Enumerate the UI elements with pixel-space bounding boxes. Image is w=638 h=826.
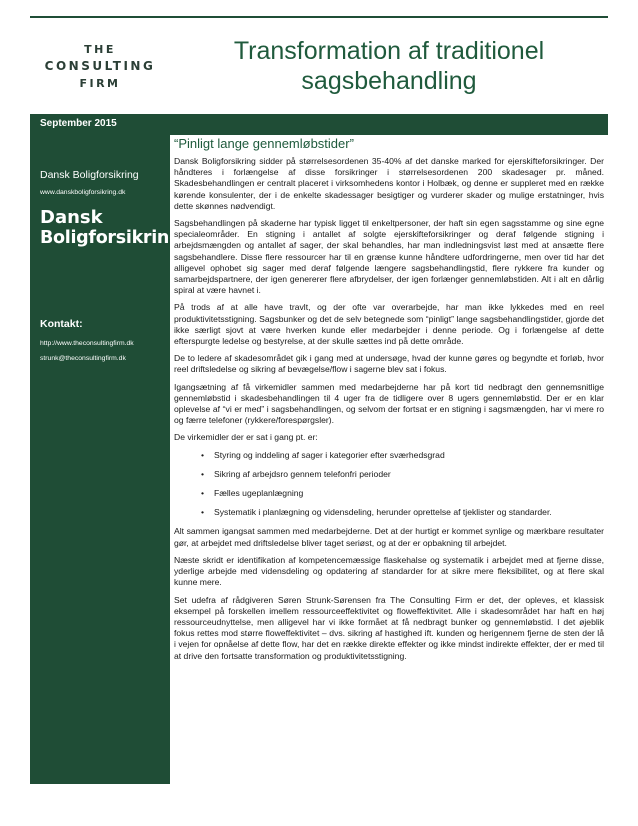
measures-list [174,450,604,519]
page-title [170,18,608,114]
list-item-text: Systematik i planlægning og vidensdeling, herunder oprettelse af tjeklister og standarder. [214,507,552,518]
article-headline: “Pinligt lange gennemløbstider” [174,136,354,151]
title-line-1: Transformation af traditionel [233,37,545,65]
date-bar [30,114,608,135]
client-company-logo [40,207,181,249]
list-item [174,469,604,480]
logo-line-1: THE [84,42,116,56]
client-logo-line-2: Boligforsikring [40,228,182,248]
list-item [174,450,604,461]
article-body [174,156,604,668]
consulting-firm-logo [30,18,170,114]
contact-email[interactable]: strunk@theconsultingfirm.dk [40,355,126,362]
paragraph: De to ledere af skadesområdet gik i gang med at undersøge, hvad der kunne gøres og begyndte et forløb, hvor reel driftsledelse og sikring af bevægelse/flow i sagerne blev sat i fokus. [174,353,604,375]
list-item-text: Fælles ugeplanlægning [214,488,304,499]
paragraph: De virkemidler der er sat i gang pt. er: [174,432,318,443]
logo-line-3: FIRM [79,76,121,90]
client-logo-line-1: Dansk [40,207,103,228]
paragraph: Set udefra af rådgiveren Søren Strunk-Sørensen fra The Consulting Firm er det, der opleves, et klassisk eksempel på forskellen imellem ressourceeffektivitet og floweffektivitet. Alle i skadesområdet har haft en høj ressourceudnyttelse, men alligevel har vi ikke formået at få nedbragt bunker og gennemløbstid. I det øjeblik fokus rettes mod større floweffektivitet – dvs. sikring af hastighed ift. kunden og herigennem fjerne de sten der lå i vejen for opnåelse af dette flow, har det en række direkte effekter og ikke mindst indirekte effekter, der er med til at drive den fortsatte transformation og produktivitetsstigning. [174,594,604,661]
contact-url[interactable]: http://www.theconsultingfirm.dk [40,340,134,347]
date-label: September 2015 [40,118,117,129]
title-line-2: sagsbehandling [301,67,477,95]
sidebar [30,135,182,784]
list-item-text: Sikring af arbejdsro gennem telefonfri perioder [214,468,391,479]
paragraph: Dansk Boligforsikring sidder på størrelsesordenen 35-40% af det danske marked for ejerskifteforsikringer. Der håndteres i forlængelse af disse forsikringer i størrelsesordenen 200 skadesager pr. måned. Skadesbehandlingen er centralt placeret i virksomhedens kontor i Holbæk, og denne er suppleret med en række kørende konsulenter, der i de enkelte skadessager besigtiger og vurderer skader og mulige erstatninger, hvis dette skønnes nødvendigt. [174,156,604,211]
paragraph: Sagsbehandlingen på skaderne har typisk ligget til enkeltpersoner, der haft sin egen sagsstamme og sine egne specialeområder. En stigning i antallet af solgte ejerskifteforsikringer og deraf følgende stigning i arbejdsmængden og antallet af sager, der skal behandles, har man indledningsvist løst med at ansætte flere sagsbehandlere. Disse flere ressourcer har til en grænse kunne håndtere udfordringerne, men over tid har det alligevel ophobet sig sager med deraf følgende længere sagsbehandlingstid, flere rykkere fra kunder og samarbejdspartnere, der igen genererer flere afbrydelser, der igen forlænger gennemløbstiden. Alt i alt en dårlig spiral at være havnet i. [174,218,604,296]
bullet-icon: • [201,507,205,518]
bullet-icon: • [201,468,205,479]
logo-line-2: CONSULTING [44,58,156,73]
list-item-text: Styring og inddeling af sager i kategorier efter sværhedsgrad [214,449,445,460]
list-item [174,488,604,499]
paragraph: På trods af at alle have travlt, og der ofte var overarbejde, har man ikke lykkedes med en reel produktivitetsstigning. Sagsbunker og det de selv betegnede som “pinligt” lange sagsbehandlingstider, gjorde det ikke særligt sjovt at være hverken kunde eller medarbejder i denne periode. Og i forlængelse af dette efterspurgte ledelse og bestyrelse, at der skulle sættes ind på dette område. [174,302,604,347]
bullet-icon: • [201,449,205,460]
paragraph: Igangsætning af få virkemidler sammen med medarbejderne har på kort tid nedbragt den gennemsnitlige gennemløbstid i skadesbehandlingen til 4 uger fra de tidligere over 8 ugers gennemløbstid. Der er en klar oplevelse af “vi er med” i sagsbehandlingen, og selvom der fortsat er en stigning i sagsmængden, har vi mere ro og færre telefoner (rykkere/forespørgsler). [174,381,604,426]
contact-heading: Kontakt: [40,318,83,330]
paragraph: Alt sammen igangsat sammen med medarbejderne. Det at der hurtigt er kommet synlige og mærkbare resultater gør, at arbejdet med driftsledelse bliver taget seriøst, og at der er opbakning til arbejdet. [174,526,604,548]
client-company-name: Dansk Boligforsikring [40,169,139,181]
list-item [174,507,604,518]
client-company-url[interactable]: www.danskboligforsikring.dk [40,189,126,196]
paragraph: Næste skridt er identifikation af kompetencemæssige flaskehalse og systematik i arbejdet med at fjerne disse, yderlige arbejde med vidensdeling og opdatering af standarder for at sikre mere fleksibilitet, og at flere skal kunne mere. [174,554,604,588]
bullet-icon: • [201,488,205,499]
